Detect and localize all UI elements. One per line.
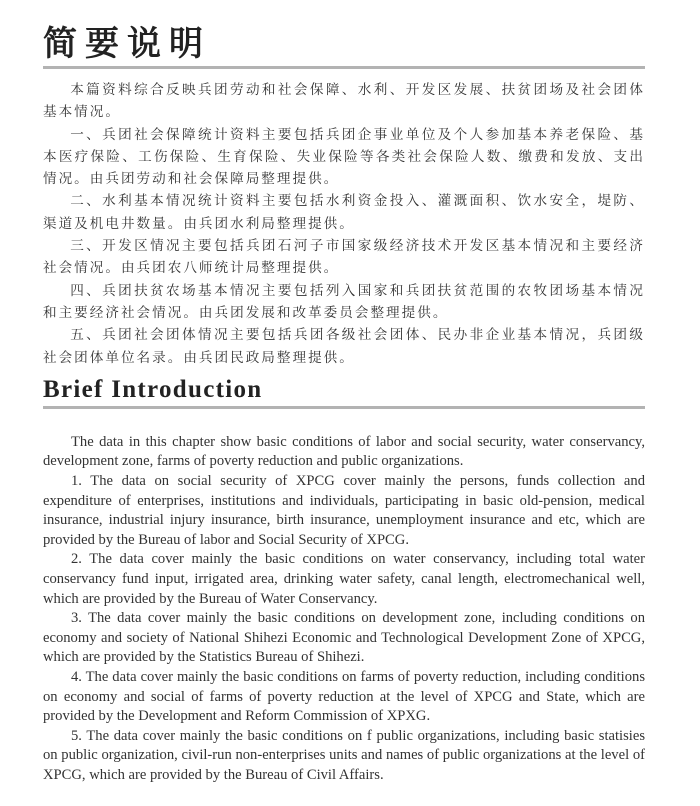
chinese-paragraph-1: 一、兵团社会保障统计资料主要包括兵团企事业单位及个人参加基本养老保险、基本医疗保险、工伤保险、生育保险、失业保险等各类社会保险人数、缴费和发放、支出情况。由兵团劳动和社会保障局整理提供。 xyxy=(43,126,645,188)
english-paragraph-3: 3. The data cover mainly the basic conditions on development zone, including conditions on economy and society of National Shihezi Economic and Technological Development Zone of XPCG, which are provided by the Statistics Bureau of Shihezi. xyxy=(43,610,645,666)
chinese-paragraph-3: 三、开发区情况主要包括兵团石河子市国家级经济技术开发区基本情况和主要经济社会情况。由兵团农八师统计局整理提供。 xyxy=(43,238,645,277)
chinese-paragraph-5: 五、兵团社会团体情况主要包括兵团各级社会团体、民办非企业基本情况，兵团级社会团体单位名录。由兵团民政局整理提供。 xyxy=(43,327,645,366)
english-paragraph-5: 5. The data cover mainly the basic conditions on f public organizations, including basic statisies on public organization, civil-run non-enterprises units and names of public organizations at the level of XPCG, which are provided by the Bureau of Civil Affairs. xyxy=(43,727,645,783)
english-paragraph-intro: The data in this chapter show basic conditions of labor and social security, water conservancy, development zone, farms of poverty reduction and public organizations. xyxy=(43,433,645,470)
english-title-divider xyxy=(43,406,645,409)
english-paragraph-4: 4. The data cover mainly the basic conditions on farms of poverty reduction, including conditions on economy and social of farms of poverty reduction at the level of XPCG and State, which are provided by the Development and Reform Commission of XPXG. xyxy=(43,668,645,725)
chinese-paragraph-4: 四、兵团扶贫农场基本情况主要包括列入国家和兵团扶贫范围的农牧团场基本情况和主要经济社会情况。由兵团发展和改革委员会整理提供。 xyxy=(43,282,645,321)
english-section-body xyxy=(43,433,645,786)
chinese-paragraph-intro: 本篇资料综合反映兵团劳动和社会保障、水利、开发区发展、扶贫团场及社会团体基本情况。 xyxy=(43,82,645,121)
english-section-title: Brief Introduction xyxy=(43,375,263,403)
chinese-paragraph-2: 二、水利基本情况统计资料主要包括水利资金投入、灌溉面积、饮水安全，堤防、渠道及机电井数量。由兵团水利局整理提供。 xyxy=(43,193,645,232)
english-paragraph-2: 2. The data cover mainly the basic conditions on water conservancy, including total water conservancy fund input, irrigated area, drinking water safety, canal length, electromechanical well, which are provided by the Bureau of Water Conservancy. xyxy=(43,551,645,607)
chinese-section-body xyxy=(43,79,645,369)
document-page xyxy=(43,0,645,806)
english-paragraph-1: 1. The data on social security of XPCG cover mainly the persons, funds collection and expenditure of enterprises, institutions and individuals, participating in basic old-pension, medical insurance, industrial injury insurance, birth insurance, unemployment insurance and etc, which are provided by the Bureau of labor and Social Security of XPCG. xyxy=(43,473,645,548)
chinese-section-title: 简要说明 xyxy=(43,24,211,64)
chinese-title-divider xyxy=(43,66,645,69)
